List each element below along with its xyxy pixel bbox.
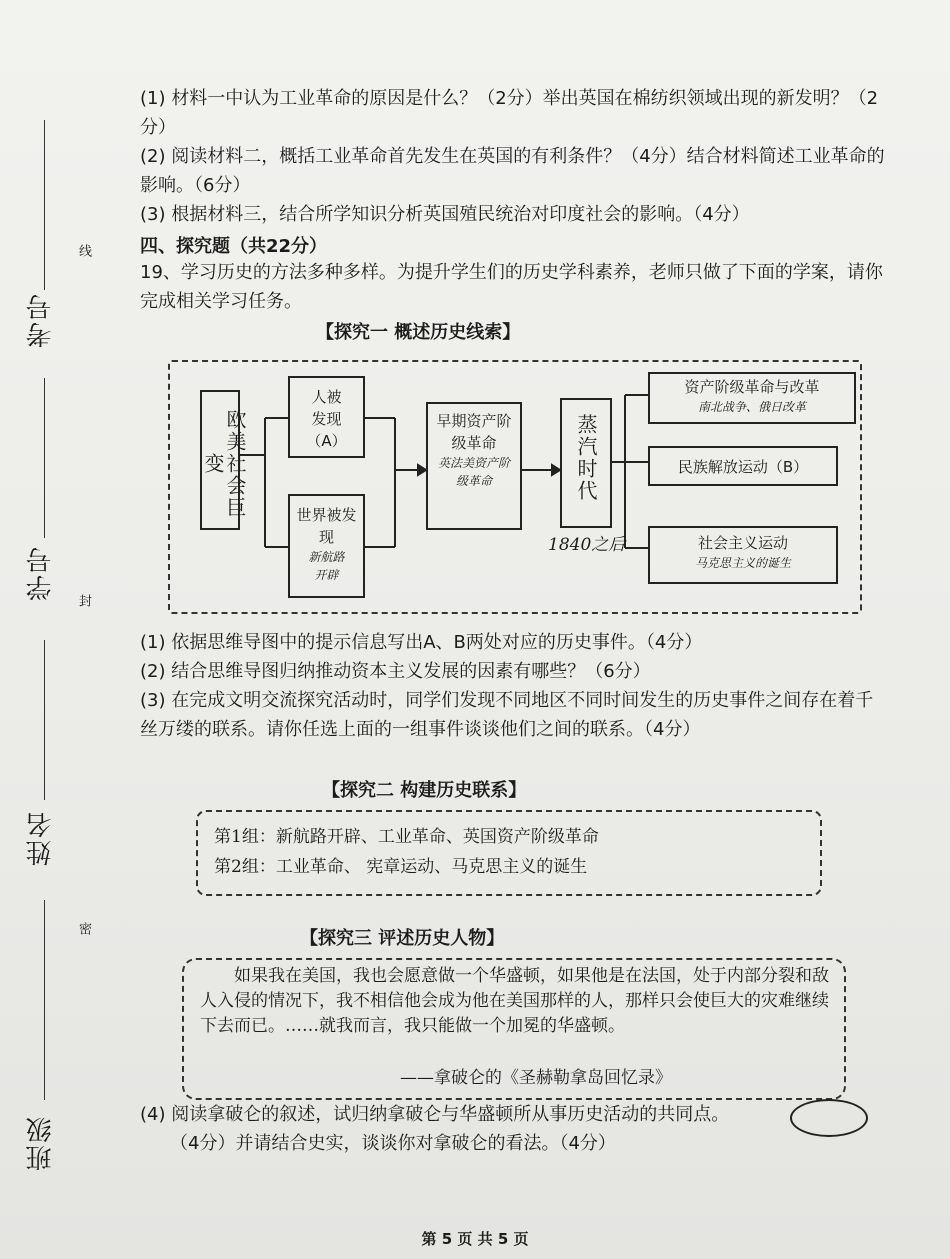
groups-list — [214, 822, 599, 882]
inquiry1-title: 【探究一 概述历史线索】 — [316, 322, 521, 343]
q4-line1: (4) 阅读拿破仑的叙述，试归纳拿破仑与华盛顿所从事历史活动的共同点。 — [140, 1104, 730, 1125]
group-item: 第2组：工业革命、 宪章运动、马克思主义的诞生 — [214, 857, 588, 877]
seal-char-seal: 封 — [76, 594, 91, 607]
question-item: (2) 阅读材料二，概括工业革命首先发生在英国的有利条件？（4分）结合材料简述工业革命的影响。（6分） — [140, 146, 885, 196]
label-class: 班级 — [26, 1115, 56, 1171]
node-steam-age — [560, 398, 612, 528]
question-item: (3) 在完成文明交流探究活动时，同学们发现不同地区不同时间发生的历史事件之间存在着千丝万缕的联系。请你任选上面的一组事件谈谈他们之间的联系。（4分） — [140, 690, 874, 740]
node-early-label: 早期资产阶级革命 — [436, 412, 512, 452]
question-item: (1) 材料一中认为工业革命的原因是什么？（2分）举出英国在棉纺织领域出现的新发明？（2分） — [140, 88, 879, 138]
label-student-number: 学号 — [26, 545, 56, 601]
label-exam-number: 考号 — [26, 292, 56, 348]
section4-heading: 四、探究题（共22分） — [140, 236, 328, 257]
node-label: 资产阶级革命与改革 — [684, 378, 820, 396]
node-bourgeois-reform — [648, 372, 856, 424]
question-item: (3) 根据材料三，结合所学知识分析英国殖民统治对印度社会的影响。（4分） — [140, 204, 750, 225]
napoleon-quote: 如果我在美国，我也会愿意做一个华盛顿，如果他是在法国，处于内部分裂和敌人入侵的情况下，我不相信他会成为他在美国那样的人，那样只会使巨大的灾难继续下去而已。……就我而言，我只能做一个加冕的华盛顿。 — [200, 966, 829, 1036]
node-hand: 南北战争、俄日改革 — [697, 400, 806, 414]
group-item: 第1组：新航路开辟、工业革命、英国资产阶级革命 — [214, 827, 599, 847]
node-root — [200, 390, 247, 530]
node-national-liberation — [648, 446, 838, 486]
inquiry3-title: 【探究三 评述历史人物】 — [300, 928, 505, 949]
node-early-hand: 英法美资产阶级革命 — [437, 456, 510, 488]
node-steam-label: 蒸汽时代 — [574, 414, 598, 502]
node-label: 民族解放运动（B） — [677, 458, 809, 476]
question-item: (2) 结合思维导图归纳推动资本主义发展的因素有哪些？（6分） — [140, 661, 651, 682]
seal-char-secret: 密 — [76, 922, 91, 935]
node-root-label: 欧美社会巨变 — [201, 409, 247, 519]
handwritten-circle — [790, 1099, 868, 1137]
question-item: (1) 依据思维导图中的提示信息写出A、B两处对应的历史事件。（4分） — [140, 632, 703, 653]
node-world — [288, 494, 365, 598]
q4-line2: （4分）并请结合史实，谈谈你对拿破仑的看法。（4分） — [170, 1133, 616, 1154]
quote-source: ——拿破仑的《圣赫勒拿岛回忆录》 — [400, 1068, 672, 1088]
node-early-revolution — [426, 402, 522, 530]
page-footer: 第 5 页 共 5 页 — [421, 1230, 529, 1248]
hand-note-1840: 1840之后 — [548, 535, 626, 555]
q19-intro: 19、学习历史的方法多种多样。为提升学生们的历史学科素养，老师只做了下面的学案，请你完成相关学习任务。 — [140, 262, 883, 312]
node-a-label: 人被发现 — [311, 388, 342, 428]
seal-char-line: 线 — [76, 244, 91, 257]
node-label: 社会主义运动 — [697, 534, 788, 552]
node-a — [288, 376, 365, 458]
node-a-note: （A） — [306, 432, 347, 450]
node-hand: 马克思主义的诞生 — [694, 556, 791, 570]
inquiry2-title: 【探究二 构建历史联系】 — [322, 780, 527, 801]
node-socialist-movement — [648, 526, 838, 584]
node-world-label: 世界被发现 — [296, 506, 357, 546]
node-world-hand: 新航路开辟 — [308, 550, 345, 582]
inquiry1-questions — [140, 628, 880, 744]
label-name: 姓名 — [26, 810, 56, 866]
question-4 — [140, 1100, 900, 1158]
